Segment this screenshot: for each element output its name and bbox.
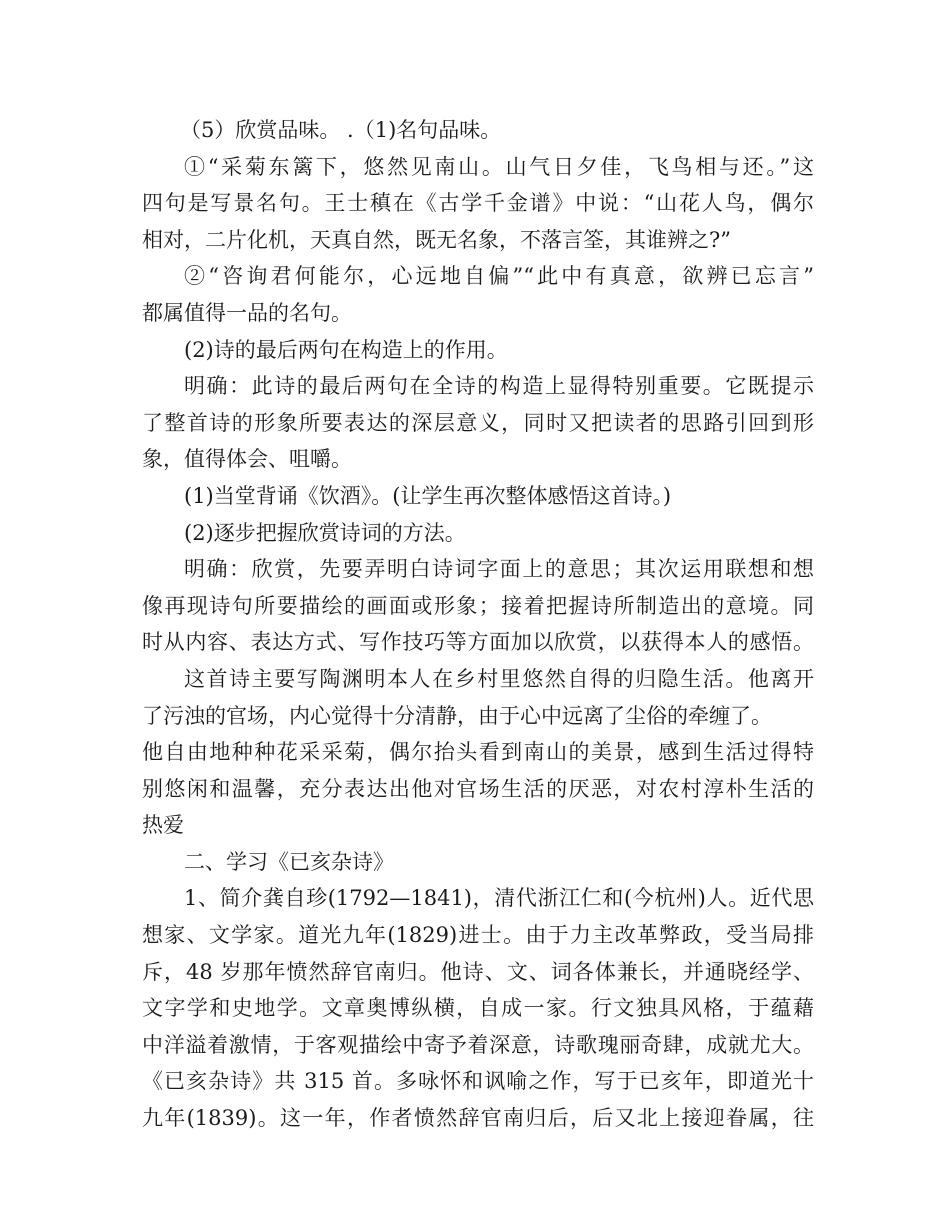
text-line: ①“采菊东篱下，悠然见南山。山气日夕佳，飞鸟相与还。”这 — [184, 154, 814, 179]
text-line: 明确：此诗的最后两句在全诗的构造上显得特别重要。它既提示 — [184, 374, 814, 399]
text-line: 《已亥杂诗》共 315 首。多咏怀和讽喻之作，写于已亥年，即道光十 — [142, 1069, 814, 1094]
text-line-heading-appreciation: （5）欣赏品味。 .（1)名句品味。 — [180, 118, 502, 142]
text-line: 都属值得一品的名句。 — [142, 300, 352, 325]
text-line: 相对，二片化机，天真自然，既无名象，不落言筌，其谁辨之?” — [142, 227, 731, 252]
text-line: 九年(1839)。这一年，作者愤然辞官南归后，后又北上接迎眷属，往 — [142, 1106, 814, 1131]
document-body — [142, 112, 814, 1137]
text-line: 明确：欣赏，先要弄明白诗词字面上的意思；其次运用联想和想 — [184, 557, 814, 582]
text-line: 1、简介龚自珍(1792—1841)，清代浙江仁和(今杭州)人。近代思 — [184, 886, 814, 911]
text-line: 别悠闲和温馨，充分表达出他对官场生活的厌恶，对农村淳朴生活的 — [142, 776, 814, 801]
text-line-subheading: (1)当堂背诵《饮酒》。(让学生再次整体感悟这首诗。) — [184, 483, 672, 508]
text-line: 这首诗主要写陶渊明本人在乡村里悠然自得的归隐生活。他离开 — [184, 666, 814, 691]
text-line: 了整首诗的形象所要表达的深层意义，同时又把读者的思路引回到形 — [142, 410, 814, 435]
text-line: 他自由地种种花采采菊，偶尔抬头看到南山的美景，感到生活过得特 — [142, 740, 814, 765]
text-line: 了污浊的官场，内心觉得十分清静，由于心中远离了尘俗的牵缠了。 — [142, 703, 772, 728]
text-line: 像再现诗句所要描绘的画面或形象；接着把握诗所制造出的意境。同 — [142, 593, 814, 618]
text-line: 四句是写景名句。王士稹在《古学千金谱》中说：“山花人鸟，偶尔 — [142, 191, 814, 216]
text-line: 想家、文学家。道光九年(1829)进士。由于力主改革弊政，受当局排 — [142, 923, 814, 948]
text-line: 文字学和史地学。文章奥博纵横，自成一家。行文独具风格，于蕴藉 — [142, 996, 814, 1021]
text-line: ②“咨询君何能尔，心远地自偏”“此中有真意，欲辨已忘言” — [184, 264, 814, 289]
text-line: 中洋溢着激情，于客观描绘中寄予着深意，诗歌瑰丽奇肆，成就尤大。 — [142, 1032, 814, 1057]
text-line: 时从内容、表达方式、写作技巧等方面加以欣赏，以获得本人的感悟。 — [142, 630, 814, 655]
text-line: 象，值得体会、咀嚼。 — [142, 447, 352, 472]
text-line-subheading: (2)逐步把握欣赏诗词的方法。 — [184, 520, 466, 545]
text-line: 斥，48 岁那年愤然辞官南归。他诗、文、词各体兼长，并通晓经学、 — [142, 959, 814, 984]
text-line: 热爱 — [142, 813, 184, 838]
text-line-subheading: (2)诗的最后两句在构造上的作用。 — [184, 337, 508, 362]
section-heading: 二、学习《已亥杂诗》 — [184, 849, 394, 874]
